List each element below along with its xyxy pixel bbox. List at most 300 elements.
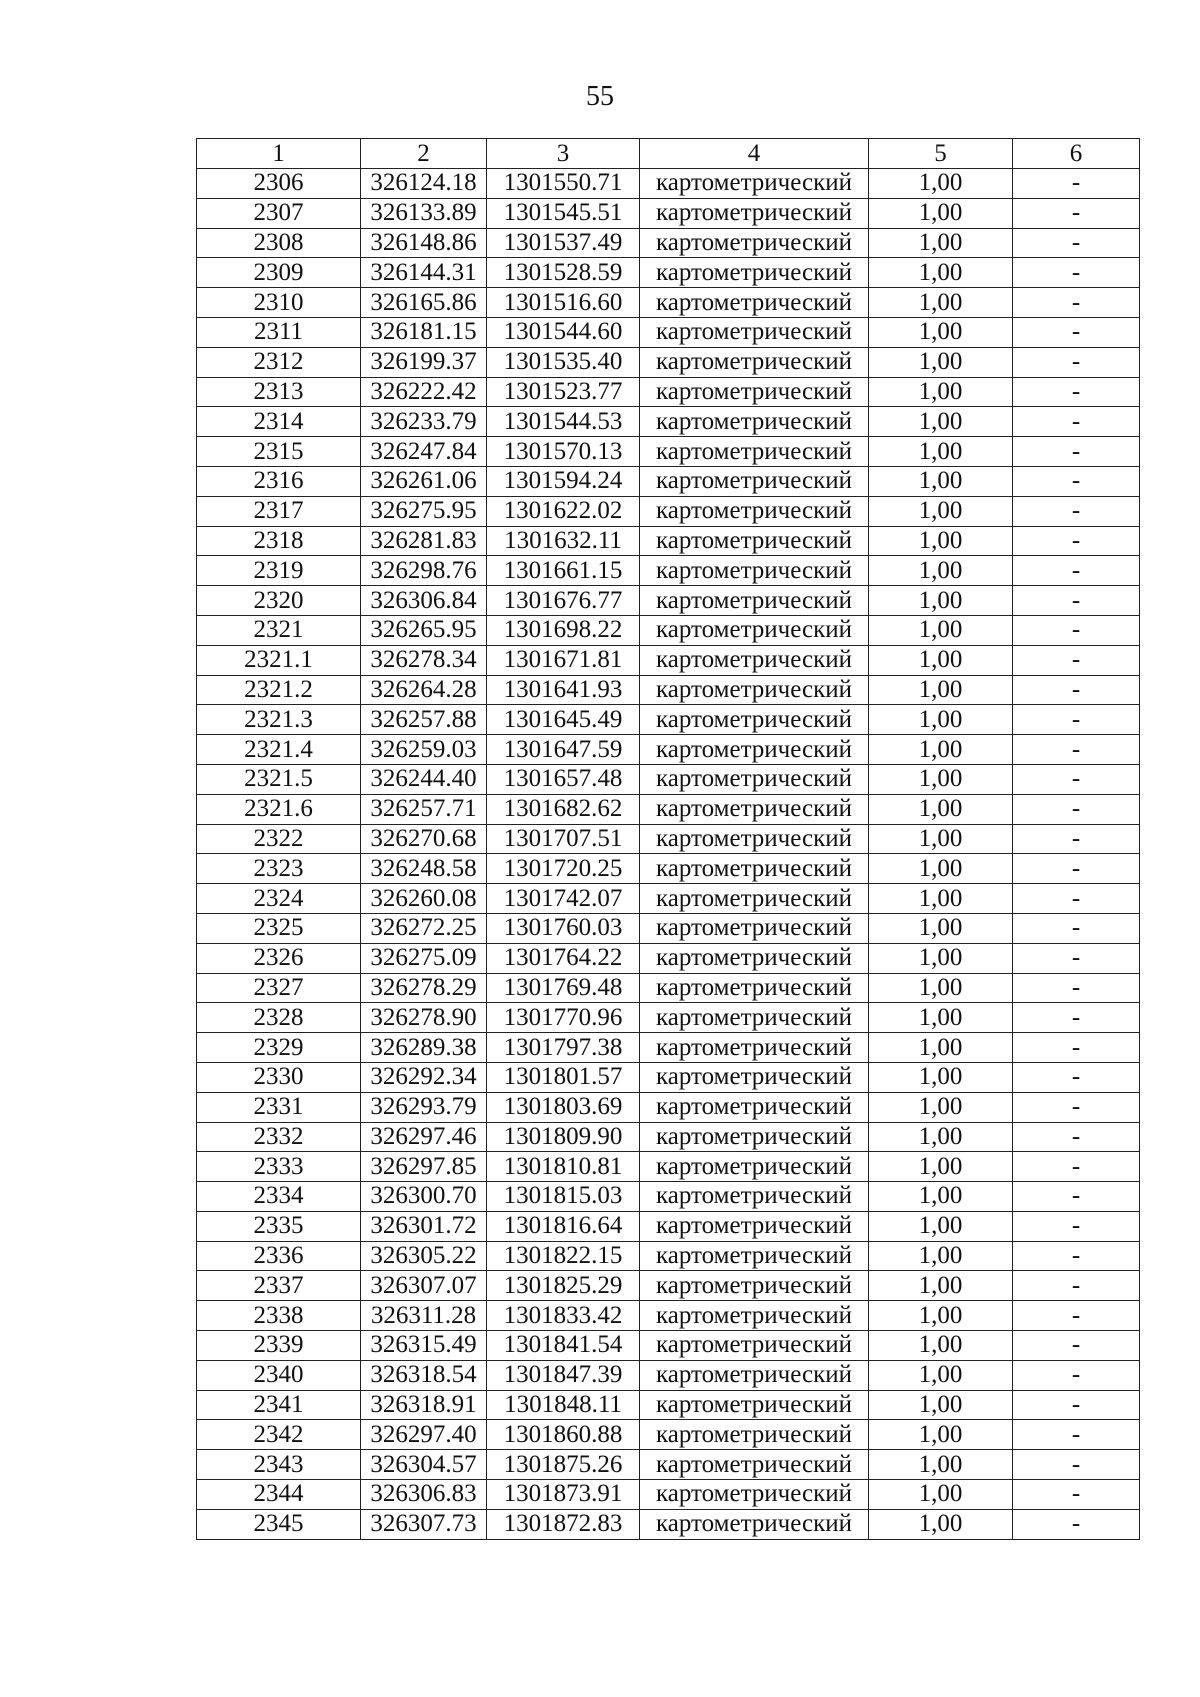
y-coordinate-cell: 1301742.07	[487, 884, 640, 914]
accuracy-cell: 1,00	[869, 1450, 1013, 1480]
y-coordinate-cell: 1301676.77	[487, 586, 640, 616]
table-row	[197, 1092, 1140, 1122]
method-cell: картометрический	[640, 556, 869, 586]
table-row	[197, 347, 1140, 377]
accuracy-cell: 1,00	[869, 496, 1013, 526]
table-row	[197, 1509, 1140, 1539]
point-number-cell: 2338	[197, 1301, 361, 1331]
x-coordinate-cell: 326247.84	[361, 437, 487, 467]
table-row	[197, 198, 1140, 228]
x-coordinate-cell: 326275.95	[361, 496, 487, 526]
table-row	[197, 228, 1140, 258]
point-number-cell: 2306	[197, 169, 361, 199]
method-cell: картометрический	[640, 526, 869, 556]
note-cell: -	[1013, 466, 1140, 496]
y-coordinate-cell: 1301661.15	[487, 556, 640, 586]
x-coordinate-cell: 326260.08	[361, 884, 487, 914]
note-cell: -	[1013, 407, 1140, 437]
table-row	[197, 1331, 1140, 1361]
note-cell: -	[1013, 764, 1140, 794]
x-coordinate-cell: 326248.58	[361, 854, 487, 884]
note-cell: -	[1013, 615, 1140, 645]
x-coordinate-cell: 326307.07	[361, 1271, 487, 1301]
x-coordinate-cell: 326293.79	[361, 1092, 487, 1122]
point-number-cell: 2333	[197, 1152, 361, 1182]
accuracy-cell: 1,00	[869, 1420, 1013, 1450]
y-coordinate-cell: 1301816.64	[487, 1211, 640, 1241]
method-cell: картометрический	[640, 496, 869, 526]
point-number-cell: 2339	[197, 1331, 361, 1361]
accuracy-cell: 1,00	[869, 735, 1013, 765]
method-cell: картометрический	[640, 1420, 869, 1450]
note-cell: -	[1013, 705, 1140, 735]
x-coordinate-cell: 326133.89	[361, 198, 487, 228]
point-number-cell: 2327	[197, 973, 361, 1003]
table-row	[197, 1450, 1140, 1480]
y-coordinate-cell: 1301698.22	[487, 615, 640, 645]
table-row	[197, 1211, 1140, 1241]
method-cell: картометрический	[640, 169, 869, 199]
point-number-cell: 2321.4	[197, 735, 361, 765]
table-row	[197, 1003, 1140, 1033]
x-coordinate-cell: 326289.38	[361, 1033, 487, 1063]
note-cell: -	[1013, 1182, 1140, 1212]
x-coordinate-cell: 326257.71	[361, 794, 487, 824]
y-coordinate-cell: 1301570.13	[487, 437, 640, 467]
method-cell: картометрический	[640, 1033, 869, 1063]
note-cell: -	[1013, 556, 1140, 586]
x-coordinate-cell: 326278.90	[361, 1003, 487, 1033]
point-number-cell: 2321	[197, 615, 361, 645]
method-cell: картометрический	[640, 1450, 869, 1480]
note-cell: -	[1013, 943, 1140, 973]
note-cell: -	[1013, 824, 1140, 854]
y-coordinate-cell: 1301720.25	[487, 854, 640, 884]
x-coordinate-cell: 326233.79	[361, 407, 487, 437]
column-header: 2	[361, 139, 487, 169]
note-cell: -	[1013, 1003, 1140, 1033]
accuracy-cell: 1,00	[869, 794, 1013, 824]
accuracy-cell: 1,00	[869, 1062, 1013, 1092]
x-coordinate-cell: 326144.31	[361, 258, 487, 288]
table-row	[197, 496, 1140, 526]
note-cell: -	[1013, 1331, 1140, 1361]
accuracy-cell: 1,00	[869, 1509, 1013, 1539]
x-coordinate-cell: 326124.18	[361, 169, 487, 199]
method-cell: картометрический	[640, 1211, 869, 1241]
note-cell: -	[1013, 1241, 1140, 1271]
point-number-cell: 2321.2	[197, 675, 361, 705]
x-coordinate-cell: 326318.91	[361, 1390, 487, 1420]
method-cell: картометрический	[640, 347, 869, 377]
accuracy-cell: 1,00	[869, 258, 1013, 288]
table-row	[197, 615, 1140, 645]
method-cell: картометрический	[640, 1271, 869, 1301]
x-coordinate-cell: 326265.95	[361, 615, 487, 645]
accuracy-cell: 1,00	[869, 1360, 1013, 1390]
accuracy-cell: 1,00	[869, 973, 1013, 1003]
column-header: 1	[197, 139, 361, 169]
y-coordinate-cell: 1301797.38	[487, 1033, 640, 1063]
point-number-cell: 2318	[197, 526, 361, 556]
note-cell: -	[1013, 973, 1140, 1003]
method-cell: картометрический	[640, 407, 869, 437]
accuracy-cell: 1,00	[869, 854, 1013, 884]
table-row	[197, 169, 1140, 199]
point-number-cell: 2341	[197, 1390, 361, 1420]
table-row	[197, 556, 1140, 586]
accuracy-cell: 1,00	[869, 526, 1013, 556]
method-cell: картометрический	[640, 943, 869, 973]
point-number-cell: 2313	[197, 377, 361, 407]
point-number-cell: 2319	[197, 556, 361, 586]
x-coordinate-cell: 326298.76	[361, 556, 487, 586]
x-coordinate-cell: 326222.42	[361, 377, 487, 407]
x-coordinate-cell: 326281.83	[361, 526, 487, 556]
column-header: 6	[1013, 139, 1140, 169]
x-coordinate-cell: 326257.88	[361, 705, 487, 735]
note-cell: -	[1013, 1450, 1140, 1480]
point-number-cell: 2332	[197, 1122, 361, 1152]
table-row	[197, 1271, 1140, 1301]
table-row	[197, 884, 1140, 914]
table-row	[197, 407, 1140, 437]
accuracy-cell: 1,00	[869, 1390, 1013, 1420]
y-coordinate-cell: 1301810.81	[487, 1152, 640, 1182]
table-row	[197, 764, 1140, 794]
method-cell: картометрический	[640, 735, 869, 765]
method-cell: картометрический	[640, 705, 869, 735]
y-coordinate-cell: 1301841.54	[487, 1331, 640, 1361]
method-cell: картометрический	[640, 1301, 869, 1331]
point-number-cell: 2323	[197, 854, 361, 884]
point-number-cell: 2345	[197, 1509, 361, 1539]
method-cell: картометрический	[640, 288, 869, 318]
note-cell: -	[1013, 1301, 1140, 1331]
point-number-cell: 2343	[197, 1450, 361, 1480]
note-cell: -	[1013, 884, 1140, 914]
x-coordinate-cell: 326259.03	[361, 735, 487, 765]
method-cell: картометрический	[640, 437, 869, 467]
note-cell: -	[1013, 347, 1140, 377]
table-body	[197, 169, 1140, 1540]
method-cell: картометрический	[640, 615, 869, 645]
y-coordinate-cell: 1301594.24	[487, 466, 640, 496]
y-coordinate-cell: 1301537.49	[487, 228, 640, 258]
table-row	[197, 973, 1140, 1003]
table-row	[197, 1241, 1140, 1271]
accuracy-cell: 1,00	[869, 1182, 1013, 1212]
method-cell: картометрический	[640, 1003, 869, 1033]
table-row	[197, 526, 1140, 556]
table-row	[197, 1420, 1140, 1450]
x-coordinate-cell: 326270.68	[361, 824, 487, 854]
method-cell: картометрический	[640, 1331, 869, 1361]
y-coordinate-cell: 1301516.60	[487, 288, 640, 318]
method-cell: картометрический	[640, 884, 869, 914]
x-coordinate-cell: 326278.29	[361, 973, 487, 1003]
point-number-cell: 2328	[197, 1003, 361, 1033]
method-cell: картометрический	[640, 466, 869, 496]
accuracy-cell: 1,00	[869, 556, 1013, 586]
y-coordinate-cell: 1301825.29	[487, 1271, 640, 1301]
y-coordinate-cell: 1301809.90	[487, 1122, 640, 1152]
accuracy-cell: 1,00	[869, 913, 1013, 943]
note-cell: -	[1013, 1420, 1140, 1450]
table-row	[197, 317, 1140, 347]
method-cell: картометрический	[640, 1062, 869, 1092]
method-cell: картометрический	[640, 317, 869, 347]
point-number-cell: 2326	[197, 943, 361, 973]
table-row	[197, 437, 1140, 467]
y-coordinate-cell: 1301550.71	[487, 169, 640, 199]
point-number-cell: 2331	[197, 1092, 361, 1122]
point-number-cell: 2321.6	[197, 794, 361, 824]
table-row	[197, 258, 1140, 288]
note-cell: -	[1013, 735, 1140, 765]
note-cell: -	[1013, 377, 1140, 407]
point-number-cell: 2321.3	[197, 705, 361, 735]
table-row	[197, 1182, 1140, 1212]
x-coordinate-cell: 326306.84	[361, 586, 487, 616]
method-cell: картометрический	[640, 1092, 869, 1122]
x-coordinate-cell: 326278.34	[361, 645, 487, 675]
point-number-cell: 2337	[197, 1271, 361, 1301]
table-row	[197, 466, 1140, 496]
accuracy-cell: 1,00	[869, 317, 1013, 347]
point-number-cell: 2336	[197, 1241, 361, 1271]
point-number-cell: 2315	[197, 437, 361, 467]
x-coordinate-cell: 326315.49	[361, 1331, 487, 1361]
note-cell: -	[1013, 1271, 1140, 1301]
accuracy-cell: 1,00	[869, 705, 1013, 735]
column-header: 5	[869, 139, 1013, 169]
method-cell: картометрический	[640, 1360, 869, 1390]
note-cell: -	[1013, 437, 1140, 467]
note-cell: -	[1013, 586, 1140, 616]
note-cell: -	[1013, 228, 1140, 258]
y-coordinate-cell: 1301770.96	[487, 1003, 640, 1033]
y-coordinate-cell: 1301645.49	[487, 705, 640, 735]
point-number-cell: 2340	[197, 1360, 361, 1390]
accuracy-cell: 1,00	[869, 228, 1013, 258]
accuracy-cell: 1,00	[869, 347, 1013, 377]
table-row	[197, 943, 1140, 973]
x-coordinate-cell: 326311.28	[361, 1301, 487, 1331]
y-coordinate-cell: 1301875.26	[487, 1450, 640, 1480]
note-cell: -	[1013, 288, 1140, 318]
accuracy-cell: 1,00	[869, 466, 1013, 496]
point-number-cell: 2329	[197, 1033, 361, 1063]
note-cell: -	[1013, 258, 1140, 288]
table-row	[197, 1122, 1140, 1152]
table-row	[197, 1062, 1140, 1092]
y-coordinate-cell: 1301682.62	[487, 794, 640, 824]
column-header: 4	[640, 139, 869, 169]
table-row	[197, 645, 1140, 675]
method-cell: картометрический	[640, 1480, 869, 1510]
y-coordinate-cell: 1301657.48	[487, 764, 640, 794]
accuracy-cell: 1,00	[869, 1122, 1013, 1152]
note-cell: -	[1013, 1092, 1140, 1122]
method-cell: картометрический	[640, 675, 869, 705]
y-coordinate-cell: 1301707.51	[487, 824, 640, 854]
method-cell: картометрический	[640, 913, 869, 943]
y-coordinate-cell: 1301622.02	[487, 496, 640, 526]
method-cell: картометрический	[640, 824, 869, 854]
coordinates-table	[196, 138, 1140, 1540]
table-row	[197, 377, 1140, 407]
method-cell: картометрический	[640, 794, 869, 824]
point-number-cell: 2314	[197, 407, 361, 437]
x-coordinate-cell: 326305.22	[361, 1241, 487, 1271]
accuracy-cell: 1,00	[869, 884, 1013, 914]
point-number-cell: 2316	[197, 466, 361, 496]
y-coordinate-cell: 1301544.53	[487, 407, 640, 437]
point-number-cell: 2311	[197, 317, 361, 347]
note-cell: -	[1013, 854, 1140, 884]
y-coordinate-cell: 1301847.39	[487, 1360, 640, 1390]
note-cell: -	[1013, 1033, 1140, 1063]
note-cell: -	[1013, 198, 1140, 228]
page-number: 55	[586, 81, 614, 112]
method-cell: картометрический	[640, 198, 869, 228]
table-row	[197, 824, 1140, 854]
y-coordinate-cell: 1301641.93	[487, 675, 640, 705]
x-coordinate-cell: 326301.72	[361, 1211, 487, 1241]
method-cell: картометрический	[640, 1122, 869, 1152]
note-cell: -	[1013, 1122, 1140, 1152]
y-coordinate-cell: 1301873.91	[487, 1480, 640, 1510]
accuracy-cell: 1,00	[869, 1271, 1013, 1301]
method-cell: картометрический	[640, 258, 869, 288]
x-coordinate-cell: 326275.09	[361, 943, 487, 973]
x-coordinate-cell: 326272.25	[361, 913, 487, 943]
y-coordinate-cell: 1301764.22	[487, 943, 640, 973]
table-row	[197, 1152, 1140, 1182]
method-cell: картометрический	[640, 764, 869, 794]
method-cell: картометрический	[640, 377, 869, 407]
note-cell: -	[1013, 1152, 1140, 1182]
accuracy-cell: 1,00	[869, 645, 1013, 675]
note-cell: -	[1013, 1390, 1140, 1420]
method-cell: картометрический	[640, 1182, 869, 1212]
x-coordinate-cell: 326297.85	[361, 1152, 487, 1182]
table-row	[197, 586, 1140, 616]
point-number-cell: 2342	[197, 1420, 361, 1450]
x-coordinate-cell: 326148.86	[361, 228, 487, 258]
accuracy-cell: 1,00	[869, 1003, 1013, 1033]
point-number-cell: 2321.5	[197, 764, 361, 794]
accuracy-cell: 1,00	[869, 1480, 1013, 1510]
x-coordinate-cell: 326297.46	[361, 1122, 487, 1152]
note-cell: -	[1013, 1211, 1140, 1241]
y-coordinate-cell: 1301822.15	[487, 1241, 640, 1271]
note-cell: -	[1013, 913, 1140, 943]
x-coordinate-cell: 326264.28	[361, 675, 487, 705]
accuracy-cell: 1,00	[869, 943, 1013, 973]
x-coordinate-cell: 326318.54	[361, 1360, 487, 1390]
note-cell: -	[1013, 496, 1140, 526]
note-cell: -	[1013, 526, 1140, 556]
y-coordinate-cell: 1301760.03	[487, 913, 640, 943]
note-cell: -	[1013, 1509, 1140, 1539]
x-coordinate-cell: 326181.15	[361, 317, 487, 347]
column-header: 3	[487, 139, 640, 169]
table-header	[197, 139, 1140, 169]
method-cell: картометрический	[640, 973, 869, 1003]
method-cell: картометрический	[640, 1509, 869, 1539]
x-coordinate-cell: 326300.70	[361, 1182, 487, 1212]
table-row	[197, 1480, 1140, 1510]
table-row	[197, 705, 1140, 735]
accuracy-cell: 1,00	[869, 169, 1013, 199]
accuracy-cell: 1,00	[869, 586, 1013, 616]
accuracy-cell: 1,00	[869, 1033, 1013, 1063]
point-number-cell: 2321.1	[197, 645, 361, 675]
x-coordinate-cell: 326297.40	[361, 1420, 487, 1450]
y-coordinate-cell: 1301545.51	[487, 198, 640, 228]
point-number-cell: 2309	[197, 258, 361, 288]
x-coordinate-cell: 326244.40	[361, 764, 487, 794]
y-coordinate-cell: 1301803.69	[487, 1092, 640, 1122]
accuracy-cell: 1,00	[869, 288, 1013, 318]
x-coordinate-cell: 326292.34	[361, 1062, 487, 1092]
y-coordinate-cell: 1301528.59	[487, 258, 640, 288]
accuracy-cell: 1,00	[869, 764, 1013, 794]
accuracy-cell: 1,00	[869, 824, 1013, 854]
table-row	[197, 1033, 1140, 1063]
point-number-cell: 2312	[197, 347, 361, 377]
y-coordinate-cell: 1301535.40	[487, 347, 640, 377]
table-row	[197, 1390, 1140, 1420]
point-number-cell: 2317	[197, 496, 361, 526]
note-cell: -	[1013, 1062, 1140, 1092]
accuracy-cell: 1,00	[869, 1092, 1013, 1122]
point-number-cell: 2344	[197, 1480, 361, 1510]
point-number-cell: 2310	[197, 288, 361, 318]
point-number-cell: 2325	[197, 913, 361, 943]
table-row	[197, 735, 1140, 765]
note-cell: -	[1013, 1480, 1140, 1510]
note-cell: -	[1013, 1360, 1140, 1390]
x-coordinate-cell: 326306.83	[361, 1480, 487, 1510]
method-cell: картометрический	[640, 854, 869, 884]
accuracy-cell: 1,00	[869, 377, 1013, 407]
method-cell: картометрический	[640, 1241, 869, 1271]
y-coordinate-cell: 1301523.77	[487, 377, 640, 407]
y-coordinate-cell: 1301647.59	[487, 735, 640, 765]
accuracy-cell: 1,00	[869, 1331, 1013, 1361]
note-cell: -	[1013, 794, 1140, 824]
y-coordinate-cell: 1301801.57	[487, 1062, 640, 1092]
y-coordinate-cell: 1301671.81	[487, 645, 640, 675]
y-coordinate-cell: 1301872.83	[487, 1509, 640, 1539]
accuracy-cell: 1,00	[869, 407, 1013, 437]
y-coordinate-cell: 1301860.88	[487, 1420, 640, 1450]
table-row	[197, 675, 1140, 705]
point-number-cell: 2330	[197, 1062, 361, 1092]
accuracy-cell: 1,00	[869, 1301, 1013, 1331]
method-cell: картометрический	[640, 586, 869, 616]
point-number-cell: 2320	[197, 586, 361, 616]
table-row	[197, 913, 1140, 943]
table-row	[197, 1360, 1140, 1390]
y-coordinate-cell: 1301815.03	[487, 1182, 640, 1212]
accuracy-cell: 1,00	[869, 437, 1013, 467]
accuracy-cell: 1,00	[869, 1211, 1013, 1241]
accuracy-cell: 1,00	[869, 1241, 1013, 1271]
